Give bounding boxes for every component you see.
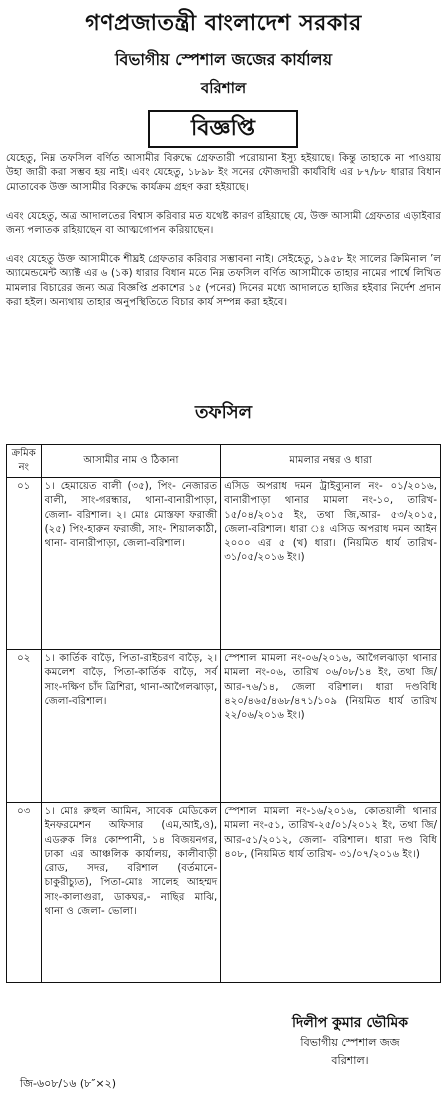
row-case: এসিড অপরাধ দমন ট্রাইব্যুনাল নং- ০১/২০১৬, বানারীপাড়া থানার মামলা নং-১০, তারিখ- ১৫/০৪/২০১৫ ইং, তথা জি,আর- ৫৩/২০১৫, জেলা-বরিশাল। ধারা ঃ এসিড অপরাধ দমন আইন ২০০০ এর ৫ (খ) ধারা। (নিয়মিত ধার্য তারিখ- ৩১/০৫/২০১৬ ইং।) [221, 478, 441, 650]
row-accused: ১। কার্তিক বাড়ৈ, পিতা-রাইচরণ বাড়ৈ, ২। কমলেশ বাড়ৈ, পিতা-কার্তিক বাড়ৈ, সর্ব সাং-দক্ষিণ চাঁদ ত্রিশিরা, থানা-আগৈলঝাড়া, জেলা-বরিশাল। [41, 650, 221, 803]
table-row [7, 650, 441, 803]
signatory-place: বরিশাল। [331, 1054, 369, 1067]
row-serial: ০২ [7, 650, 42, 803]
office-title: বিভাগীয় স্পেশাল জজের কার্যালয় [114, 50, 332, 69]
header-accused: আসামীর নাম ও ঠিকানা [41, 445, 221, 478]
header-serial: ক্রমিক নং [7, 445, 42, 478]
paragraph-2: এবং যেহেতু, অত্র আদালতের বিশ্বাস করিবার মত যথেষ্ট কারণ রহিয়াছে যে, উক্ত আসামী গ্রেফতার এড়াইবার জন্য পলাতক রহিয়াছেন বা আত্মগোপন করিয়াছেন। [6, 211, 441, 237]
signature-block [260, 1012, 440, 1070]
signatory-designation: বিভাগীয় স্পেশাল জজ [300, 1036, 400, 1049]
office-location: বরিশাল [200, 79, 247, 97]
header-case: মামলার নম্বর ও ধারা [221, 445, 441, 478]
paragraph-3: এবং যেহেতু উক্ত আসামীকে শীঘ্রই গ্রেফতার করিবার সম্ভাবনা নাই। সেইহেতু, ১৯৫৮ ইং সালের ক্রিমিনাল ’ল অ্যামেন্ডমেন্ট অ্যাক্ট এর ৬ (১ক) ধারার বিধান মতে নিম্ন তফসিল বর্ণিত আসামীকে তাহার নামের পার্শ্বে লিখিত মামলার বিচারের জন্য অত্র বিজ্ঞপ্তি প্রকাশের ১৫ (পনের) দিনের মধ্যে আদালতে হাজির হইবার নির্দেশ প্রদান করা হইল। অন্যথায় তাহার অনুপস্থিতিতে বিচার কার্য সম্পন্ন করা হইবে। [6, 254, 441, 308]
row-serial: ০৩ [7, 803, 42, 983]
signatory-name: দিলীপ কুমার ভৌমিক [291, 1015, 409, 1031]
table-row [7, 478, 441, 650]
row-serial: ০১ [7, 478, 42, 650]
paragraph-1: যেহেতু, নিম্ন তফসিল বর্ণিত আসামীর বিরুদ্ধে গ্রেফতারী পরোয়ানা ইস্যু হইয়াছে। কিন্তু তাহাকে না পাওয়ায় উহা জারী করা সম্ভব হয় নাই। এবং যেহেতু, ১৮৯৮ ইং সনের ফৌজদারী কার্যবিধি এর ৮৭/৮৮ ধারার বিধান মোতাবেক উক্ত আসামীর বিরুদ্ধে কার্যক্রম গ্রহণ করা হইয়াছে। [6, 153, 441, 193]
row-accused: ১। মোঃ রুহুল আমিন, সাবেক মেডিকেল ইনফরমেশন অফিসার (এম,আই,ও), এডরুক লিঃ কোম্পানী, ১৪ বিজয়নগর, ঢাকা এর আঞ্চলিক কার্যালয়, কালীবাড়ী রোড, সদর, বরিশাল (বর্তমানে- চাকুরীচ্যুত), পিতা-মোঃ সালেহ আহম্মদ সাং-কালাগুরা, ডাকঘর,- নাছির মাঝি, থানা ও জেলা- ভোলা। [41, 803, 221, 983]
govt-title: গণপ্রজাতন্ত্রী বাংলাদেশ সরকার [85, 11, 362, 36]
table-header-row [7, 445, 441, 478]
row-case: স্পেশাল মামলা নং-১৬/২০১৬, কোতয়ালী থানার মামলা নং-৫১, তারিখ-২৫/০১/২০১২ ইং, তথা জি/আর-৫১/২০১২, জেলা- বরিশাল। ধারা দণ্ড বিধি ৪০৮, (নিয়মিত ধার্য তারিখ- ৩১/০৭/২০১৬ ইং।) [221, 803, 441, 983]
row-accused: ১। হেমায়েত বালী (৩৫), পিং- নেজারত বালী, সাং-গরন্ধার, থানা-বানারীপাড়া, জেলা- বরিশাল। ২। মোঃ মোস্তফা ফরাজী (২৫) পিং-হারুন ফরাজী, সাং- শিয়ালকাঠী, থানা- বানারীপাড়া, জেলা-বরিশাল। [41, 478, 221, 650]
schedule-title: তফসিল [194, 402, 253, 423]
table-row [7, 803, 441, 983]
schedule-table [6, 444, 441, 983]
row-case: স্পেশাল মামলা নং-০৬/২০১৬, আগৈলঝাড়া থানার মামলা নং-০৬, তারিখ ০৬/০৮/১৪ ইং, তথা জি/আর-৭৬/১৪, জেলা বরিশাল। ধারা দণ্ডবিধি ৪২০/৪৬৫/৪৬৮/৪৭১/১০৯ (নিয়মিত ধার্য তারিখ ২২/০৬/২০১৬ ইং।) [221, 650, 441, 803]
notice-title: বিজ্ঞপ্তি [148, 110, 298, 148]
reference-number: জি-৬০৮/১৬ (৮″×২) [20, 1077, 117, 1090]
